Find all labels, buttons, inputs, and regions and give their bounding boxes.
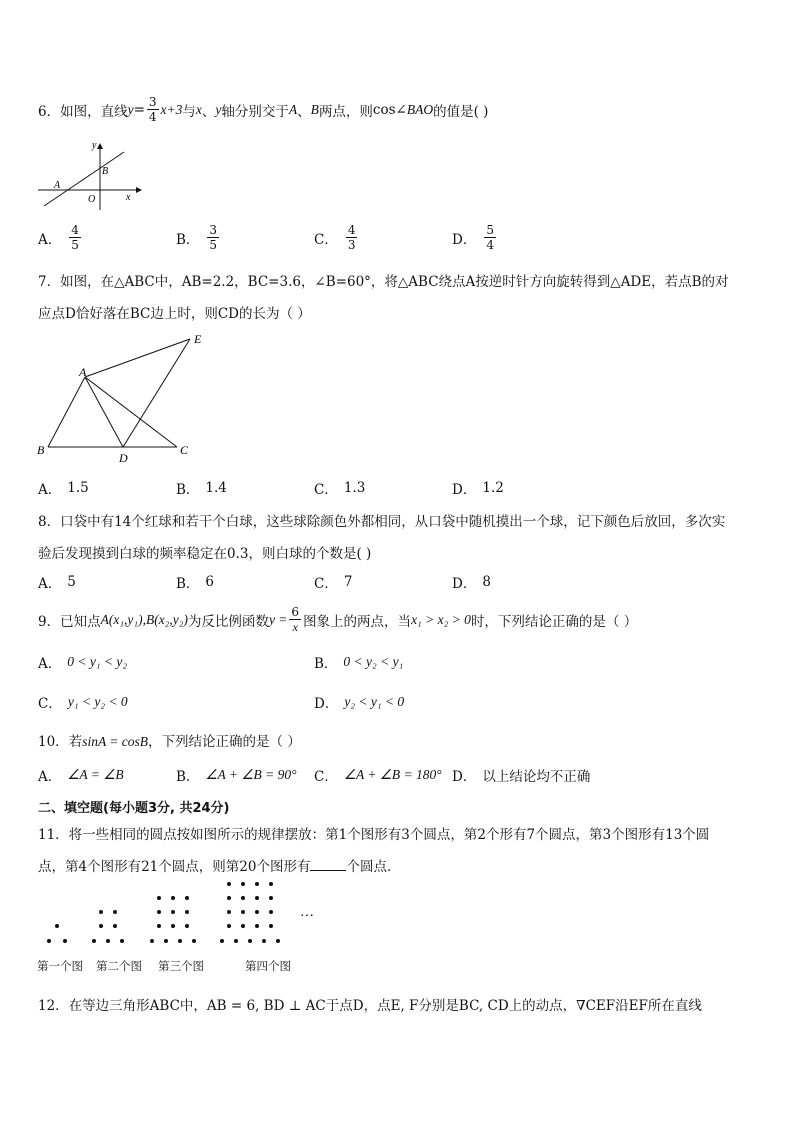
q6-two-points: 两点，则 bbox=[318, 103, 373, 120]
q9-func-fraction: $\frac{6}{x}$ bbox=[291, 605, 300, 634]
q6-option-d[interactable]: D． $\frac{5}{4}$ bbox=[452, 223, 494, 252]
q6-line-y: y bbox=[127, 101, 134, 117]
q7-fig-d: D bbox=[119, 451, 128, 465]
q6-mid: 与 bbox=[182, 103, 196, 120]
q9-lead: 9．已知点 bbox=[38, 613, 101, 630]
q11-answer-blank[interactable] bbox=[310, 858, 346, 871]
q11-caption-4: 第四个图 bbox=[245, 959, 291, 973]
q9-func-lhs: y = bbox=[268, 611, 288, 627]
q6-line bbox=[44, 152, 124, 206]
q9-cond: x₁ > x₂ > 0 bbox=[411, 611, 471, 627]
q6-option-c[interactable]: C． $\frac{4}{3}$ bbox=[314, 223, 356, 252]
q7-line2: 应点D恰好落在BC边上时，则CD的长为（ ） bbox=[38, 306, 311, 322]
q11-ellipsis: … bbox=[300, 905, 314, 920]
q7-seg-ac bbox=[85, 377, 177, 447]
q9-stem bbox=[38, 606, 637, 633]
q8-option-a[interactable]: A． 5 bbox=[38, 574, 76, 592]
q6-fig-x: x bbox=[126, 192, 131, 203]
q9-points: A(x₁,y₁),B(x₂,y₂) bbox=[100, 611, 188, 627]
q9-option-a[interactable]: A． 0 < y₁ < y₂ bbox=[38, 654, 128, 672]
q6-y-arrow bbox=[97, 143, 103, 149]
q11-figure-1 bbox=[47, 924, 67, 943]
q10-option-a[interactable]: A． ∠A = ∠B bbox=[38, 767, 124, 785]
q6-x-var: x bbox=[195, 101, 202, 117]
q9-mid: 为反比例函数 bbox=[187, 613, 269, 630]
q10-tail: ，下列结论正确的是（ ） bbox=[148, 734, 301, 750]
q6-eq-tail: x+3 bbox=[160, 101, 183, 117]
q6-sep: 、 bbox=[201, 103, 216, 120]
q11-caption-2: 第二个图 bbox=[96, 959, 142, 973]
q8-option-c[interactable]: C． 7 bbox=[314, 574, 353, 592]
q7-fig-c: C bbox=[180, 443, 189, 457]
q6-stem: 6．如图，直线 y = $\frac{3}{4}$ x+3 与 x 、 y 轴分别交于 A 、 B 两点，则 cos∠ BAO 的值是( ) bbox=[38, 95, 489, 124]
q11-dot-figures bbox=[40, 878, 330, 950]
q11-line2-b: 个圆点． bbox=[346, 859, 401, 875]
q6-y-var: y bbox=[215, 101, 222, 117]
q6-figure bbox=[36, 140, 146, 212]
q6-cos: cos∠ bbox=[372, 101, 407, 118]
q11-figure-4 bbox=[220, 882, 280, 943]
q6-angle-name: BAO bbox=[406, 101, 434, 117]
q6-fig-b: B bbox=[102, 166, 109, 177]
q8-line2: 验后发现摸到白球的频率稳定在0.3，则白球的个数是( ) bbox=[38, 546, 372, 562]
q6-x-arrow bbox=[136, 187, 142, 193]
q6-fig-y: y bbox=[92, 140, 97, 151]
q7-line1: 7．如图，在△ABC中，AB=2.2，BC=3.6，∠B=60°，将△ABC绕点A按逆时针方向旋转得到△ADE，若点B的对 bbox=[38, 274, 729, 290]
q7-fig-b: B bbox=[37, 443, 45, 457]
q7-seg-ae bbox=[85, 339, 190, 377]
q11-figure-3 bbox=[150, 896, 196, 943]
q11-line2-a: 点，第4个图形有21个圆点，则第20个图形有 bbox=[38, 859, 311, 875]
q6-pt-a: A bbox=[288, 101, 298, 117]
q6-axis-text: 轴分别交于 bbox=[221, 103, 289, 120]
q10-stem bbox=[38, 730, 301, 750]
q7-seg-ad bbox=[85, 377, 123, 447]
q7-seg-ab bbox=[48, 377, 85, 447]
q7-option-d[interactable]: D． 1.2 bbox=[452, 480, 504, 498]
q10-option-c[interactable]: C． ∠A + ∠B = 180° bbox=[314, 767, 442, 785]
q6-option-a[interactable]: A． $\frac{4}{5}$ bbox=[38, 223, 79, 252]
q7-fig-e: E bbox=[194, 332, 202, 346]
q11-line1: 11．将一些相同的圆点按如图所示的规律摆放：第1个图形有3个圆点，第2个形有7个圆点，第3个图形有13个圆 bbox=[38, 827, 710, 843]
q10-option-d[interactable]: D． 以上结论均不正确 bbox=[452, 769, 591, 785]
q6-pt-b: B bbox=[310, 101, 319, 117]
q8-option-d[interactable]: D． 8 bbox=[452, 574, 491, 592]
q11-figure-2 bbox=[92, 910, 124, 943]
section-title: 二、填空题(每小题3分, 共24分) bbox=[38, 801, 230, 816]
q8-line1: 8．口袋中有14个红球和若干个白球，这些球除颜色外都相同，从口袋中随机摸出一个球，记下颜色后放回，多次实 bbox=[38, 514, 726, 530]
q7-fig-a: A bbox=[79, 365, 87, 379]
q7-option-c[interactable]: C． 1.3 bbox=[314, 480, 366, 498]
q12-line1: 12．在等边三角形ABC中，AB = 6, BD ⊥ AC于点D，点E, F分别是BC, CD上的动点，∇CEF沿EF所在直线 bbox=[38, 998, 702, 1014]
q7-option-b[interactable]: B． 1.4 bbox=[176, 480, 227, 498]
q11-line2 bbox=[38, 855, 400, 875]
q7-figure bbox=[34, 330, 214, 466]
q10-cond: sinA = cosB bbox=[82, 734, 149, 749]
q6-fig-a: A bbox=[54, 180, 61, 191]
q6-option-b[interactable]: B． $\frac{3}{5}$ bbox=[176, 223, 218, 252]
q11-caption-1: 第一个图 bbox=[37, 959, 83, 973]
q9-option-c[interactable]: C． y₁ < y₂ < 0 bbox=[38, 694, 128, 712]
q6-fig-o: O bbox=[88, 194, 96, 205]
q6-sep-2: 、 bbox=[297, 103, 311, 120]
q6-lead: 6．如图，直线 bbox=[38, 103, 128, 120]
q9-option-b[interactable]: B． 0 < y₂ < y₁ bbox=[314, 654, 404, 672]
q7-option-a[interactable]: A． 1.5 bbox=[38, 480, 89, 498]
q10-lead: 10．若 bbox=[38, 734, 83, 750]
q8-option-b[interactable]: B． 6 bbox=[176, 574, 215, 592]
q6-tail: 的值是( ) bbox=[433, 103, 489, 120]
q9-tail2: 时，下列结论正确的是（ ） bbox=[470, 613, 638, 630]
q9-option-d[interactable]: D． y₂ < y₁ < 0 bbox=[314, 694, 405, 712]
q6-slope-fraction: $\frac{3}{4}$ bbox=[148, 95, 157, 124]
q10-option-b[interactable]: B． ∠A + ∠B = 90° bbox=[176, 767, 297, 785]
q11-caption-3: 第三个图 bbox=[158, 959, 204, 973]
q9-tail1: 图象上的两点，当 bbox=[303, 613, 412, 630]
